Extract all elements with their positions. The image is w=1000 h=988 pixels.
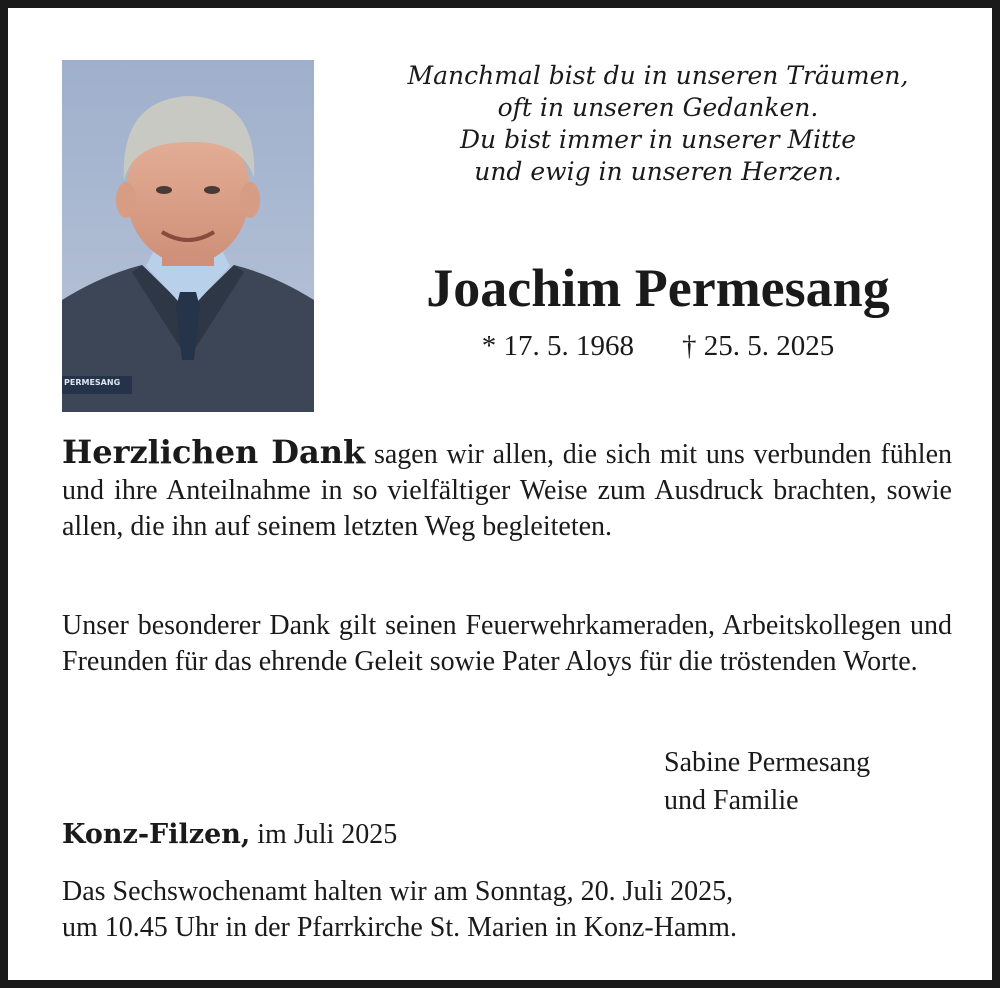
signature-name: Sabine Permesang <box>664 747 871 778</box>
service-line: Das Sechswochenamt halten wir am Sonntag, 20. Juli 2025, <box>62 876 734 907</box>
place-date <box>62 816 662 854</box>
thanks-paragraph <box>62 434 952 545</box>
thanks-text: sagen wir allen, die sich mit uns verbunden fühlen und ihre Anteilnahme in so vielfältiger Weise zum Ausdruck brachten, sowie allen, die ihn auf seinem letzten Weg begleiteten. <box>62 439 953 542</box>
poem-line: oft in unseren Gedanken. <box>497 93 819 122</box>
poem-line: Du bist immer in unserer Mitte <box>459 125 856 154</box>
service-announcement <box>62 874 952 946</box>
death-date: † 25. 5. 2025 <box>682 330 835 362</box>
signature-family: und Familie <box>664 785 799 816</box>
signature <box>664 744 964 820</box>
name-badge: PERMESANG <box>64 378 121 387</box>
place-city: Konz-Filzen, <box>62 819 251 850</box>
special-thanks-paragraph: Unser besonderer Dank gilt seinen Feuerwehrkameraden, Arbeitskollegen und Freunden für das ehrende Geleit sowie Pater Aloys für die tröstenden Worte. <box>62 610 952 677</box>
memorial-poem <box>348 60 968 188</box>
portrait-photo <box>62 60 314 412</box>
life-dates <box>388 326 928 366</box>
birth-date: * 17. 5. 1968 <box>481 330 634 362</box>
deceased-name: Joachim Permesang <box>426 258 890 318</box>
thanks-lead: Herzlichen Dank <box>62 433 366 471</box>
poem-line: Manchmal bist du in unseren Träumen, <box>407 61 909 90</box>
place-month: im Juli 2025 <box>250 819 398 850</box>
poem-line: und ewig in unseren Herzen. <box>474 157 842 186</box>
service-line: um 10.45 Uhr in der Pfarrkirche St. Marien in Konz-Hamm. <box>62 912 737 943</box>
